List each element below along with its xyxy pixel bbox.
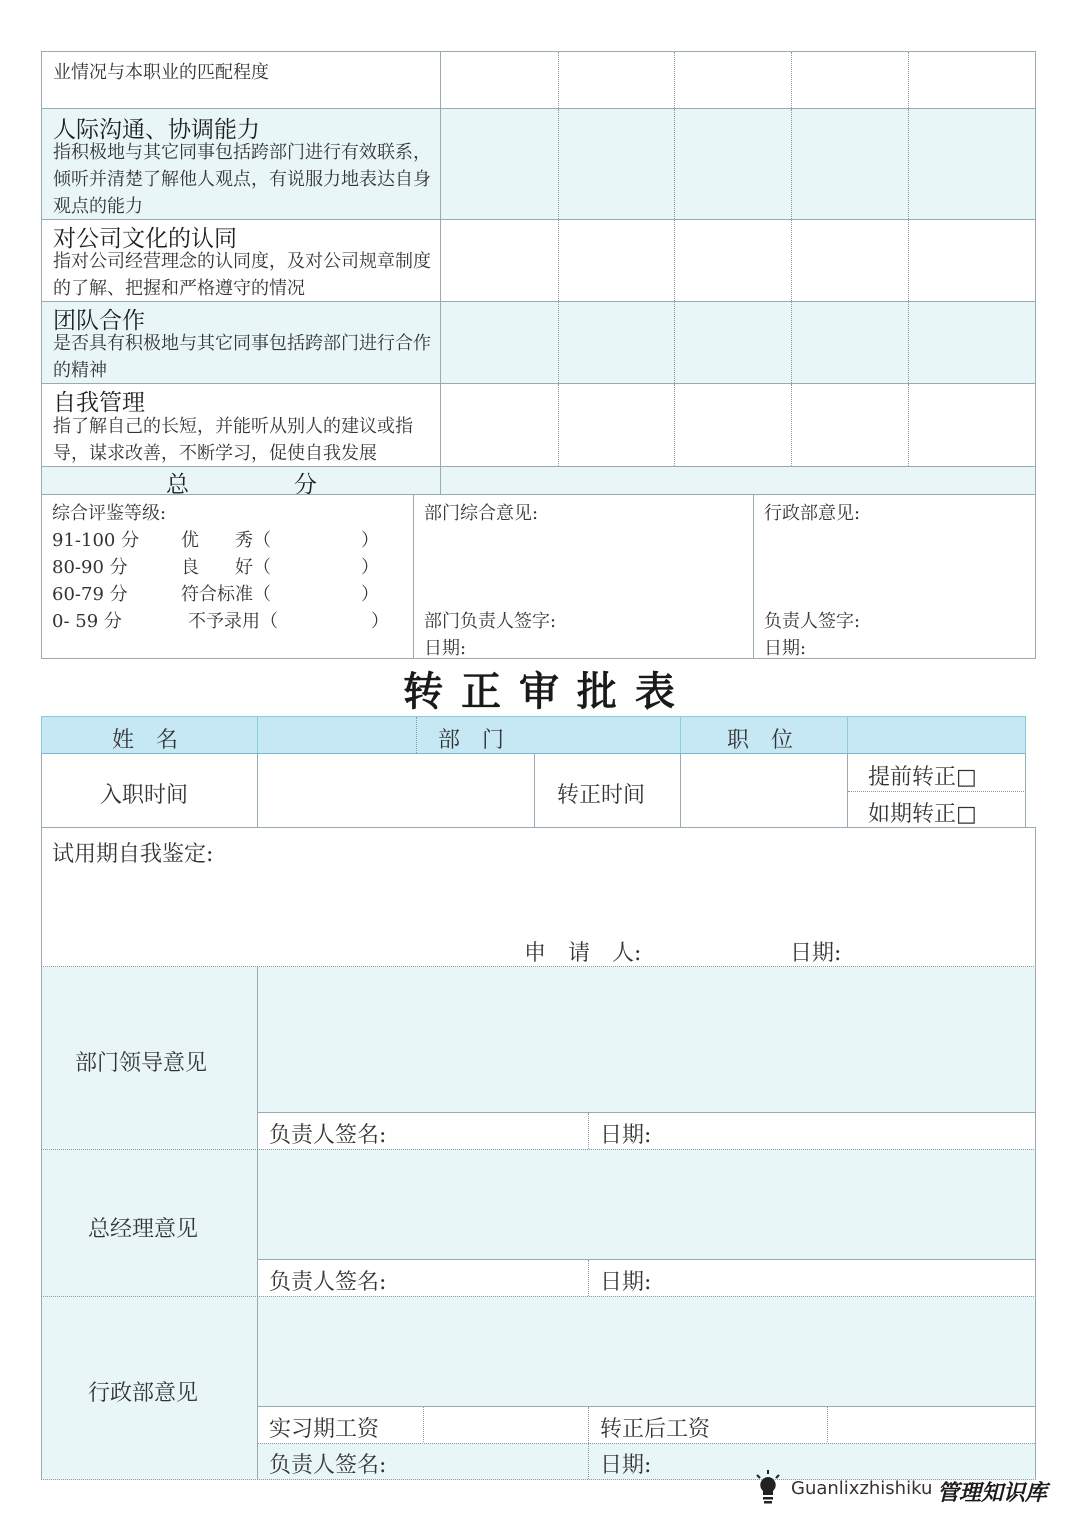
rating-range: 80-90 分 bbox=[52, 557, 128, 578]
hire-time-row bbox=[41, 754, 1026, 827]
regular-time-label: 转正时间 bbox=[557, 783, 646, 808]
page-title: 转 正 审 批 表 bbox=[403, 668, 677, 715]
criterion-title: 自我管理 bbox=[53, 390, 145, 416]
rating-close: ） bbox=[361, 584, 379, 605]
after-salary-label: 转正后工资 bbox=[600, 1417, 711, 1442]
early-regularization-checkbox[interactable]: 提前转正□ bbox=[868, 765, 977, 790]
criterion-desc: 指积极地与其它同事包括跨部门进行有效联系，倾听并清楚了解他人观点，有说服力地表达自身观点的能力 bbox=[53, 142, 431, 217]
hire-time-label: 入职时间 bbox=[100, 783, 189, 808]
ontime-regularization-checkbox[interactable]: 如期转正□ bbox=[868, 802, 977, 827]
admin-section bbox=[41, 1297, 1036, 1480]
rating-close: ） bbox=[371, 611, 389, 632]
applicant-label: 申 请 人: bbox=[524, 941, 642, 966]
dept-leader-section bbox=[41, 967, 1036, 1150]
rating-title: 综合评鉴等级: bbox=[52, 503, 167, 524]
admin-date-label: 日期: bbox=[764, 638, 807, 659]
admin-sign-label: 负责人签字: bbox=[764, 611, 861, 632]
watermark-latin: Guanlixzhishiku bbox=[791, 1478, 933, 1499]
eval-row-1-text: 业情况与本职业的匹配程度 bbox=[53, 62, 269, 83]
admin-date-label-2: 日期: bbox=[600, 1453, 652, 1478]
watermark bbox=[755, 1470, 1075, 1510]
dept-opinion-label: 部门综合意见: bbox=[424, 503, 539, 524]
approval-header-row bbox=[41, 716, 1026, 754]
self-evaluation-section bbox=[41, 827, 1036, 967]
rating-range: 60-79 分 bbox=[52, 584, 128, 605]
criterion-title: 团队合作 bbox=[53, 308, 145, 334]
criterion-row-culture bbox=[41, 219, 1036, 301]
eval-row-1 bbox=[41, 51, 1036, 108]
rating-label: 不予录用（ bbox=[188, 611, 278, 632]
criterion-row-self-management bbox=[41, 383, 1036, 466]
rating-block bbox=[41, 494, 1036, 659]
position-label: 职 位 bbox=[727, 728, 794, 753]
criterion-row-communication bbox=[41, 108, 1036, 219]
dept-leader-sign-label: 负责人签名: bbox=[269, 1123, 387, 1148]
dept-leader-label: 部门领导意见 bbox=[75, 1051, 208, 1076]
applicant-date-label: 日期: bbox=[790, 941, 842, 966]
rating-close: ） bbox=[361, 530, 379, 551]
total-label-left: 总 bbox=[166, 472, 189, 498]
lightbulb-icon bbox=[755, 1470, 781, 1506]
dept-sign-label: 部门负责人签字: bbox=[424, 611, 557, 632]
rating-close: ） bbox=[361, 557, 379, 578]
name-label: 姓 名 bbox=[112, 728, 179, 753]
watermark-cn: 管理知识库 bbox=[937, 1480, 1048, 1506]
gm-section bbox=[41, 1150, 1036, 1297]
total-label-right: 分 bbox=[294, 472, 317, 498]
admin-opinion-label: 行政部意见: bbox=[764, 503, 861, 524]
criterion-desc: 指了解自己的长短，并能听从别人的建议或指导，谋求改善，不断学习，促使自我发展 bbox=[53, 416, 413, 464]
rating-label: 良 好（ bbox=[181, 557, 271, 578]
dept-leader-date-label: 日期: bbox=[600, 1123, 652, 1148]
dept-date-label: 日期: bbox=[424, 638, 467, 659]
gm-label: 总经理意见 bbox=[88, 1217, 199, 1242]
rating-range: 0- 59 分 bbox=[52, 611, 122, 632]
dept-label: 部 门 bbox=[438, 728, 505, 753]
gm-date-label: 日期: bbox=[600, 1270, 652, 1295]
rating-label: 优 秀（ bbox=[181, 530, 271, 551]
self-eval-label: 试用期自我鉴定: bbox=[52, 842, 214, 867]
rating-label: 符合标准（ bbox=[181, 584, 271, 605]
criterion-row-teamwork bbox=[41, 301, 1036, 383]
criterion-title: 对公司文化的认同 bbox=[53, 226, 237, 252]
criterion-desc: 是否具有积极地与其它同事包括跨部门进行合作的精神 bbox=[53, 333, 431, 381]
total-score-row bbox=[41, 466, 1036, 498]
criterion-title: 人际沟通、协调能力 bbox=[53, 117, 260, 143]
criterion-desc: 指对公司经营理念的认同度，及对公司规章制度的了解、把握和严格遵守的情况 bbox=[53, 251, 431, 299]
admin-sign-label-2: 负责人签名: bbox=[269, 1453, 387, 1478]
rating-range: 91-100 分 bbox=[52, 530, 140, 551]
intern-salary-label: 实习期工资 bbox=[269, 1417, 380, 1442]
gm-sign-label: 负责人签名: bbox=[269, 1270, 387, 1295]
admin-label: 行政部意见 bbox=[88, 1381, 199, 1406]
